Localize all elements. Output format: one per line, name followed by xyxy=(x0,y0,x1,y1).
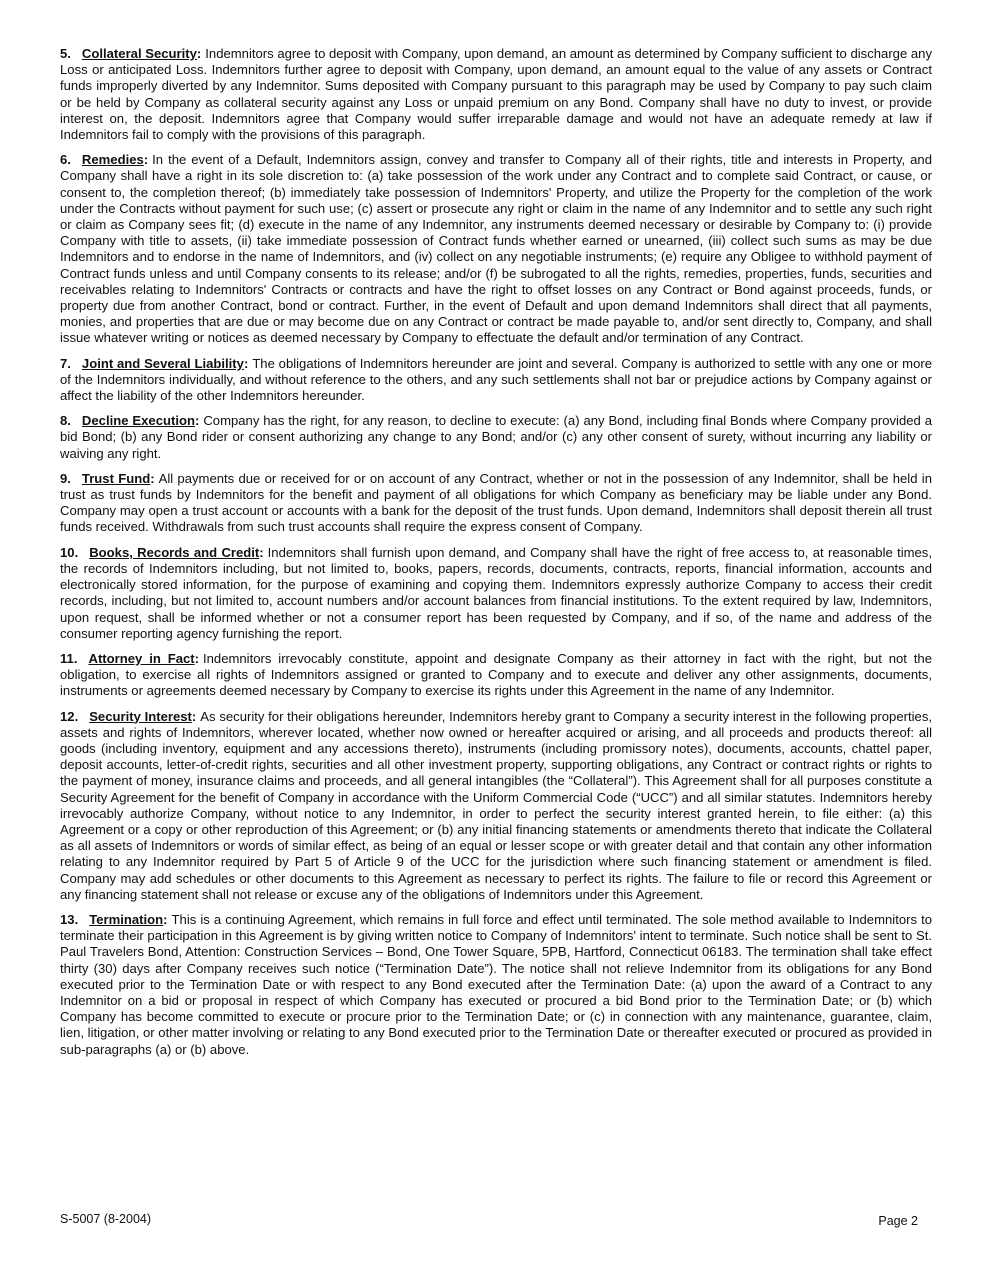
section-number: 6. xyxy=(60,152,71,168)
section-security-interest xyxy=(60,709,932,903)
section-decline-execution xyxy=(60,413,932,462)
title-colon: : xyxy=(194,650,199,666)
section-title: Trust Fund xyxy=(81,470,151,486)
page-number: Page 2 xyxy=(878,1214,918,1228)
section-title: Security Interest xyxy=(89,708,192,724)
section-title: Termination xyxy=(89,911,164,927)
section-trust-fund xyxy=(60,471,932,536)
document-body xyxy=(60,46,932,1067)
section-body: In the event of a Default, Indemnitors assign, convey and transfer to Company all of their rights, title and interests in Property, and Company shall have a right in its sole discretion to: (a) take possession of the work under any Contract and to complete said Contract, or cause, or consent to, the completion thereof; (b) immediately take possession of Indemnitors' Property, and utilize the Property for the completion of the work under the Contracts without payment for such use; (c) assert or prosecute any right or claim in the name of any Indemnitor and to settle any such right or claim as Company sees fit; (d) execute in the name of any Indemnitor, any instruments deemed necessary or desirable by Company to: (i) provide Company with title to assets, (ii) take immediate possession of Contract funds whether earned or unearned, (iii) collect such sums as may be due Indemnitors and to endorse in the name of Indemnitors, and (iv) collect on any negotiable instruments; (e) require any Obligee to withhold payment of Contract funds unless and until Company consents to its release; and/or (f) be subrogated to all the rights, remedies, properties, funds, securities and receivables relating to Indemnitors' Contracts or contracts and have the right to offset losses on any Contract or Bond against proceeds, funds, or property due from another Contract, bond or contract. Further, in the event of Default and upon demand Indemnitors shall direct that all payments, monies, and properties that are due or may become due on any Contract or contract be made payable to, and/or sent directly to, Company, and shall issue whatever writing or notices as deemed necessary by Company to effectuate the default and/or termination of any Contract. xyxy=(60,152,932,346)
form-number: S-5007 (8-2004) xyxy=(60,1212,152,1226)
section-body: This is a continuing Agreement, which remains in full force and effect until terminated. The sole method available to Indemnitors to terminate their participation in this Agreement is by giving written notice to Company of Indemnitors' intent to terminate. Such notice shall be sent to St. Paul Travelers Bond, Attention: Construction Services – Bond, One Tower Square, 5PB, Hartford, Connecticut 06183. The termination shall take effect thirty (30) days after Company receives such notice (“Termination Date”). The notice shall not relieve Indemnitor from its obligations for any Bond executed prior to the Termination Date or with respect to any Bond executed after the Termination Date: (a) upon the award of a Contract to any Indemnitor on a bid or proposal in respect of which Company has executed or procured a bid Bond prior to the Termination Date; or (b) which Company has become committed to execute or procure prior to the Termination Date; or (c) in connection with any maintenance, guarantee, claim, lien, litigation, or other matter involving or relating to any Bond executed prior to the Termination Date or thereafter executed or procured as provided in sub-paragraphs (a) or (b) above. xyxy=(60,911,932,1057)
title-colon: : xyxy=(150,470,155,486)
section-books-records-credit xyxy=(60,545,932,642)
section-number: 9. xyxy=(60,470,71,486)
section-body: As security for their obligations hereunder, Indemnitors hereby grant to Company a security interest in the following properties, assets and rights of Indemnitors, wherever located, whether now owned or hereafter acquired or arising, and all proceeds and products thereof: all goods (including inventory, equipment and any accessions thereto), instruments (including promissory notes), documents, accounts, chattel paper, deposit accounts, letter-of-credit rights, securities and all other investment property, supporting obligations, any Contract or contract rights or rights to the payment of money, insurance claims and proceeds, and all general intangibles (the “Collateral”). This Agreement shall for all purposes constitute a Security Agreement for the benefit of Company in accordance with the Uniform Commercial Code (“UCC”) and all similar statutes. Indemnitors hereby irrevocably authorize Company, without notice to any Indemnitor, in order to perfect the security interest granted herein, to file either: (a) this Agreement or a copy or other reproduction of this Agreement; or (b) any initial financing statements or amendments thereto that indicate the Collateral as all assets of Indemnitors or words of similar effect, as being of an equal or lesser scope or with greater detail and that contain any other information relating to any Indemnitor required by Part 5 of Article 9 of the UCC for the jurisdiction where such financing statement or amendment is filed. Company may add schedules or other documents to this Agreement as necessary to perfect its rights. The failure to file or record this Agreement or any financing statement shall not release or excuse any of the obligations of Indemnitors under this Agreement. xyxy=(60,708,932,902)
section-body: Company has the right, for any reason, to decline to execute: (a) any Bond, including final Bonds where Company provided a bid Bond; (b) any Bond rider or consent authorizing any change to any Bond; and/or (c) any other consent of surety, without incurring any liability or waiving any right. xyxy=(60,413,932,461)
section-title: Decline Execution xyxy=(81,413,195,429)
section-number: 8. xyxy=(60,413,71,429)
title-colon: : xyxy=(163,911,168,927)
title-colon: : xyxy=(194,413,200,429)
title-colon: : xyxy=(243,355,249,371)
section-body: The obligations of Indemnitors hereunder are joint and several. Company is authorized to settle with any one or more of the Indemnitors individually, and without reference to the others, and any such settlements shall not bar or prejudice actions by Company against or affect the liability of the other Indemnitors hereunder. xyxy=(60,355,932,404)
section-attorney-in-fact xyxy=(60,651,932,700)
section-joint-several-liability xyxy=(60,356,932,405)
section-number: 12. xyxy=(60,708,79,724)
section-number: 7. xyxy=(60,355,71,371)
section-title: Joint and Several Liability xyxy=(81,355,244,371)
section-body: All payments due or received for or on account of any Contract, whether or not in the possession of any Indemnitor, shall be held in trust as trust funds by Indemnitors for the benefit and payment of all obligations for which Company as beneficiary may be liable under any Bond. Company may open a trust account or accounts with a bank for the deposit of the trust funds. Upon demand, Indemnitors shall deposit therein all trust funds received. Withdrawals from such trust accounts shall require the express consent of Company. xyxy=(60,470,932,535)
section-title: Books, Records and Credit xyxy=(89,544,260,560)
title-colon: : xyxy=(259,544,264,560)
section-body: Indemnitors agree to deposit with Company, upon demand, an amount as determined by Company sufficient to discharge any Loss or anticipated Loss. Indemnitors further agree to deposit with Company, upon demand, an amount equal to the value of any assets or Contract funds improperly diverted by any Indemnitor. Sums deposited with Company pursuant to this paragraph may be used by Company to pay such claim or be held by Company as collateral security against any Loss or unpaid premium on any Bond. Company shall have no duty to invest, or provide interest on, the deposit. Indemnitors agree that Company would suffer irreparable damage and would not have an adequate remedy at law if Indemnitors fail to comply with the provisions of this paragraph. xyxy=(60,46,932,143)
section-body: Indemnitors shall furnish upon demand, and Company shall have the right of free access to, at reasonable times, the records of Indemnitors including, but not limited to, books, papers, records, documents, contracts, reports, financial information, accounts and electronically stored information, for the purpose of examining and copying them. Indemnitors expressly authorize Company to access their credit records, including, but not limited to, account numbers and/or account balances from financial institutions. To the extent required by law, Indemnitors, upon request, shall be informed whether or not a consumer report has been requested by Company, and if so, of the name and address of the consumer reporting agency furnishing the report. xyxy=(60,544,932,641)
section-body: Indemnitors irrevocably constitute, appoint and designate Company as their attorney in fact with the right, but not the obligation, to exercise all rights of Indemnitors assigned or granted to Company and to execute and deliver any other assignments, documents, instruments or agreements deemed necessary by Company to exercise its rights under this Agreement in the name of any Indemnitor. xyxy=(60,650,932,699)
section-title: Remedies xyxy=(81,152,144,168)
section-collateral-security xyxy=(60,46,932,143)
title-colon: : xyxy=(196,46,202,61)
section-number: 10. xyxy=(60,544,79,560)
title-colon: : xyxy=(143,152,149,168)
section-title: Attorney in Fact xyxy=(88,650,195,666)
section-number: 13. xyxy=(60,911,79,927)
title-colon: : xyxy=(191,708,197,724)
section-title: Collateral Security xyxy=(81,46,197,61)
section-remedies xyxy=(60,152,932,346)
section-number: 5. xyxy=(60,46,71,61)
section-termination xyxy=(60,912,932,1058)
section-number: 11. xyxy=(60,650,78,666)
